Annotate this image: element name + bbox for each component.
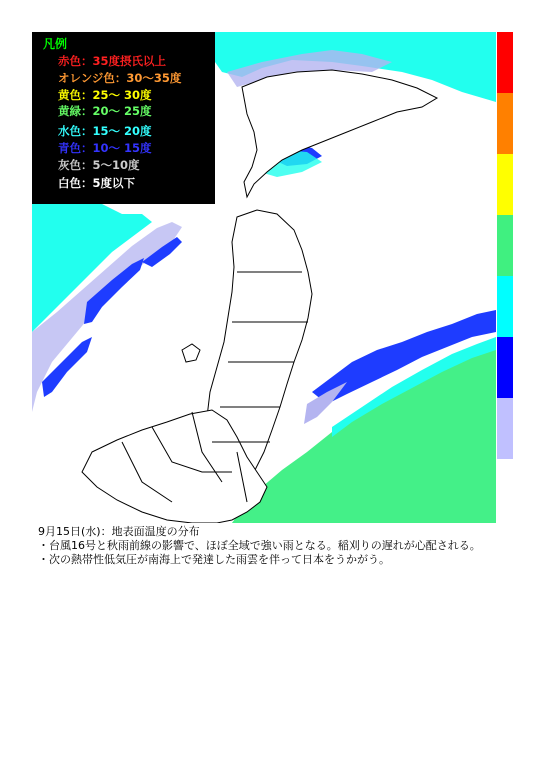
caption-date-line: 9月15日(水)：地表面温度の分布 [38,525,200,538]
caption-note-2: ・次の熱帯性低気圧が南海上で発達した雨雲を伴って日本をうかがう。 [38,553,390,566]
legend-item: オレンジ色：30～35度 [58,71,182,85]
color-scale-segment [497,32,513,93]
legend-box [32,32,215,204]
color-scale-segment [497,276,513,337]
caption-note-1: ・台風16号と秋雨前線の影響で、ほぼ全域で強い雨となる。稲刈りの遅れが心配される。 [38,539,481,552]
color-scale-segment [497,215,513,276]
legend-item: 水色：15～ 20度 [58,124,152,138]
legend-item: 赤色：35度摂氏以上 [58,54,167,68]
legend-item: 青色：10～ 15度 [58,141,152,155]
color-scale-segment [497,93,513,154]
legend-item: 灰色：5～10度 [58,158,140,172]
legend-item: 黄色：25～ 30度 [58,88,152,102]
legend-item: 白色：5度以下 [58,176,136,190]
legend-title: 凡例 [43,37,68,51]
caption [38,525,498,567]
color-scale-bar [497,32,513,462]
legend-item: 黄緑：20～ 25度 [58,104,152,118]
color-scale-segment [497,154,513,215]
color-scale-segment [497,337,513,398]
color-scale-segment [497,398,513,459]
